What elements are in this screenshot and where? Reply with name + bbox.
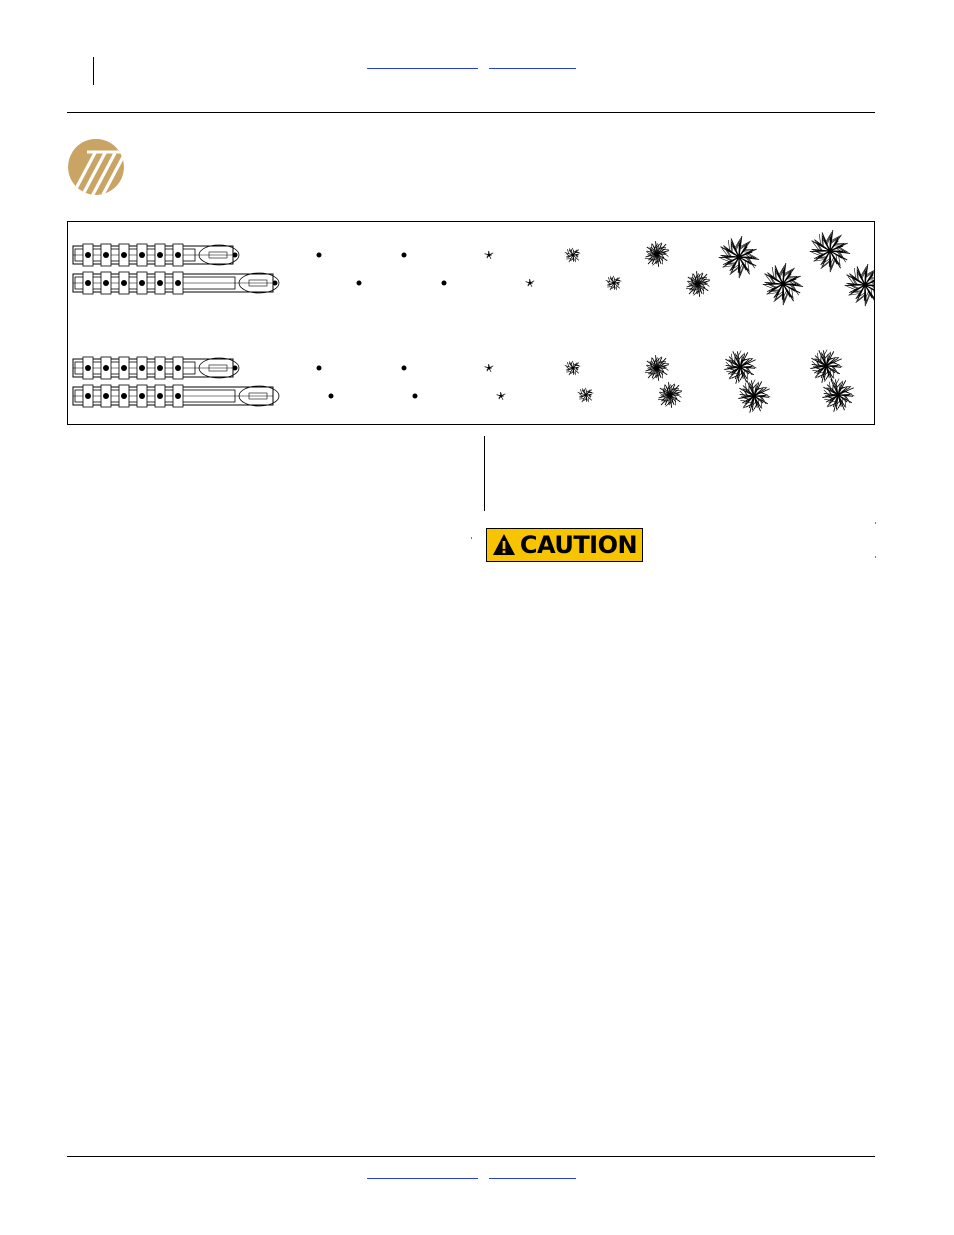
plant-clump-icon — [526, 279, 535, 287]
plant-clump-icon — [485, 251, 494, 259]
header-margin-bar — [93, 57, 94, 85]
header-link-2[interactable] — [489, 68, 576, 69]
plant-clump-icon — [763, 263, 803, 305]
plant-clump-icon — [810, 230, 850, 272]
header-rule — [67, 112, 875, 113]
plant-clump-icon — [810, 350, 842, 383]
seed-dot — [329, 394, 334, 399]
footer-link-2[interactable] — [489, 1178, 576, 1179]
planter-row-unit-icon — [73, 357, 239, 379]
figure-drawing — [68, 222, 874, 424]
plant-clump-icon — [497, 392, 506, 400]
plant-clump-icon — [606, 276, 622, 290]
planter-row-unit-icon — [73, 272, 279, 294]
header-link-1[interactable] — [367, 68, 478, 69]
seed-dot — [317, 366, 322, 371]
seed-dot — [317, 253, 322, 258]
brand-emblem-icon — [67, 138, 125, 196]
plant-clump-icon — [822, 379, 854, 412]
footer-rule — [67, 1156, 875, 1157]
seed-dot — [442, 281, 447, 286]
planter-row-unit-icon — [73, 385, 279, 407]
margin-mark — [875, 556, 876, 558]
plant-clump-icon — [565, 361, 581, 375]
plant-clump-icon — [485, 364, 494, 372]
seed-dot — [357, 281, 362, 286]
plant-clump-icon — [719, 236, 759, 278]
seed-dot — [402, 366, 407, 371]
plant-clump-icon — [658, 382, 682, 408]
plant-clump-icon — [738, 380, 770, 413]
footer-link-1[interactable] — [367, 1178, 478, 1179]
caution-text: CAUTION — [519, 531, 638, 559]
caution-label — [486, 528, 643, 562]
margin-mark — [875, 522, 876, 524]
plant-clump-icon — [565, 248, 581, 262]
plant-clump-icon — [686, 271, 710, 297]
seed-dot — [233, 366, 238, 371]
plant-clump-icon — [645, 355, 669, 381]
plant-clump-icon — [645, 241, 669, 267]
seed-dot — [273, 281, 278, 286]
seed-dot — [233, 253, 238, 258]
warning-triangle-icon — [492, 533, 516, 557]
plant-clump-icon — [724, 351, 756, 384]
planter-row-spacing-illustration — [67, 221, 875, 425]
seed-dot — [413, 394, 418, 399]
seed-dot — [402, 253, 407, 258]
plant-clump-icon — [578, 388, 594, 402]
column-divider — [484, 436, 485, 511]
plant-clump-icon — [845, 264, 874, 306]
planter-row-unit-icon — [73, 244, 239, 266]
margin-mark — [471, 537, 472, 539]
